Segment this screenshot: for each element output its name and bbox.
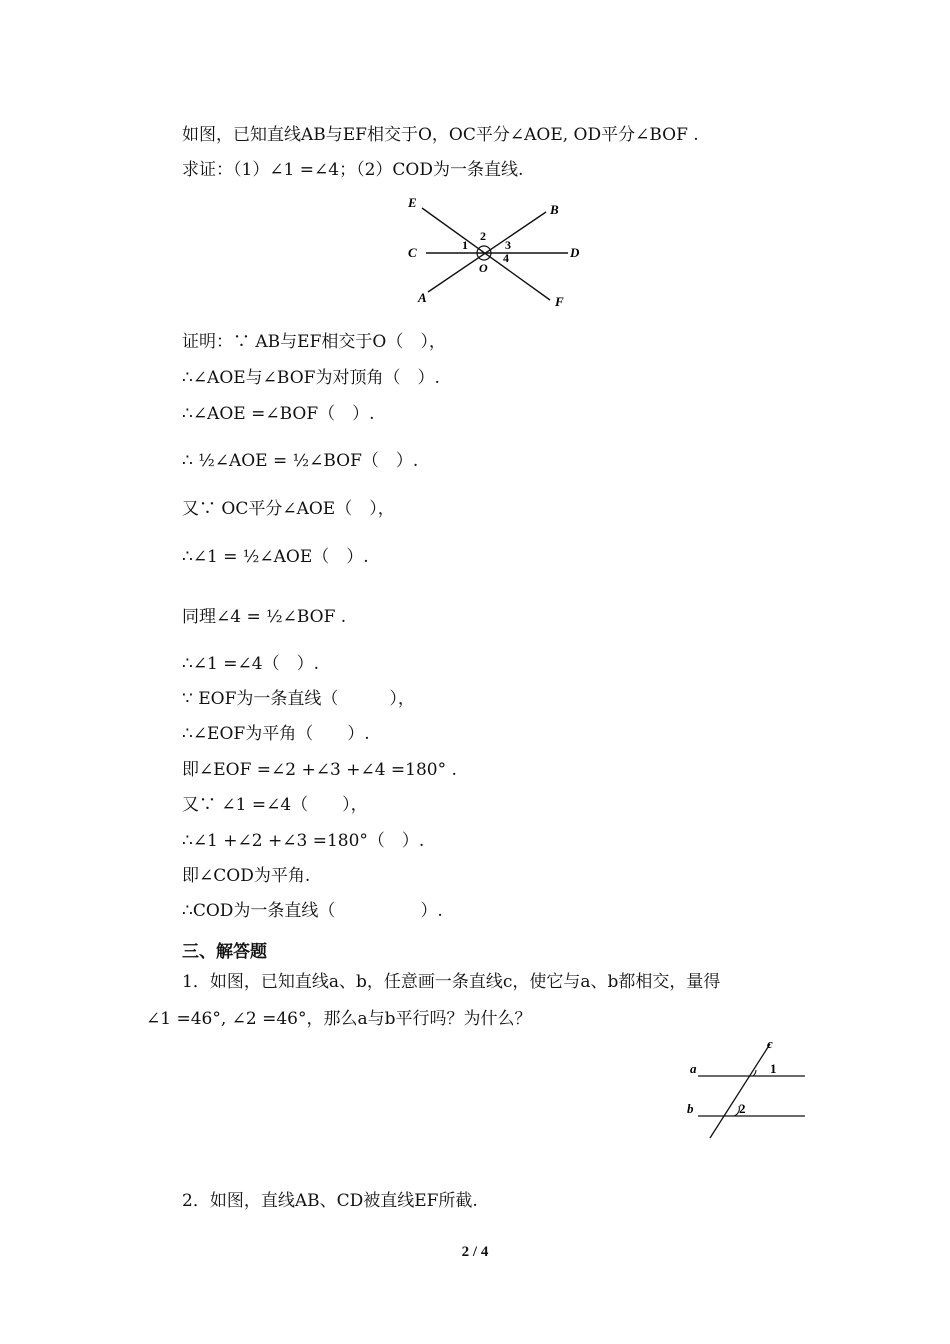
label-c-line: c (767, 1036, 773, 1051)
proof-step-11: 即∠EOF =∠2 +∠3 +∠4 =180° . (182, 760, 457, 780)
question-2-line-1: 2．如图，直线AB、CD被直线EF所截. (182, 1191, 478, 1211)
label-a: A (418, 290, 427, 305)
proof-step-14: 即∠COD为平角. (182, 866, 311, 886)
line-c (710, 1044, 770, 1138)
proof-step-12: 又∵ ∠1 =∠4（ ）， (182, 795, 368, 815)
label-c: C (408, 245, 417, 260)
intro-line-2: 求证：（1）∠1 =∠4；（2）COD为一条直线. (182, 160, 524, 180)
line-ab (428, 212, 546, 292)
proof-step-2: ∴∠AOE与∠BOF为对顶角（ ）. (182, 368, 440, 388)
label-b: B (550, 202, 559, 217)
angle-2: 2 (480, 229, 486, 243)
label-a-line: a (690, 1061, 697, 1076)
proof-step-6: ∴∠1 = ½∠AOE（ ）. (182, 547, 369, 567)
proof-step-1: 证明：∵ AB与EF相交于O（ ）， (182, 332, 446, 352)
label-o: O (479, 261, 488, 275)
proof-step-3: ∴∠AOE =∠BOF（ ）. (182, 404, 375, 424)
label-angle-1: 1 (770, 1061, 777, 1076)
page-number: 2 / 4 (461, 1244, 489, 1260)
figure-parallel-lines (680, 1036, 815, 1144)
angle-1: 1 (462, 238, 468, 252)
question-1-line-1: 1．如图，已知直线a、b，任意画一条直线c，使它与a、b都相交，量得 (182, 972, 721, 992)
proof-step-10: ∴∠EOF为平角（ ）. (182, 724, 370, 744)
proof-step-15: ∴COD为一条直线（ ）. (182, 901, 443, 921)
proof-step-5: 又∵ OC平分∠AOE（ ）， (182, 499, 395, 519)
proof-step-4: ∴ ½∠AOE = ½∠BOF（ ）. (182, 451, 419, 471)
proof-step-13: ∴∠1 +∠2 +∠3 =180°（ ）. (182, 831, 425, 851)
label-b-line: b (687, 1101, 694, 1116)
angle-3: 3 (505, 238, 511, 252)
label-d: D (570, 245, 580, 260)
label-f: F (555, 294, 564, 309)
proof-step-7: 同理∠4 = ½∠BOF . (182, 607, 347, 627)
question-1-line-2: ∠1 =46°, ∠2 =46°，那么a与b平行吗？为什么？ (146, 1009, 532, 1029)
proof-step-9: ∵ EOF为一条直线（ ）， (182, 689, 415, 709)
label-angle-2: 2 (739, 1101, 746, 1116)
intro-line-1: 如图，已知直线AB与EF相交于O，OC平分∠AOE, OD平分∠BOF . (182, 125, 699, 145)
label-e: E (408, 195, 417, 210)
section-heading: 三、解答题 (182, 942, 267, 962)
figure-intersecting-lines (400, 192, 600, 310)
angle-4: 4 (503, 251, 509, 265)
proof-step-8: ∴∠1 =∠4（ ）. (182, 654, 319, 674)
